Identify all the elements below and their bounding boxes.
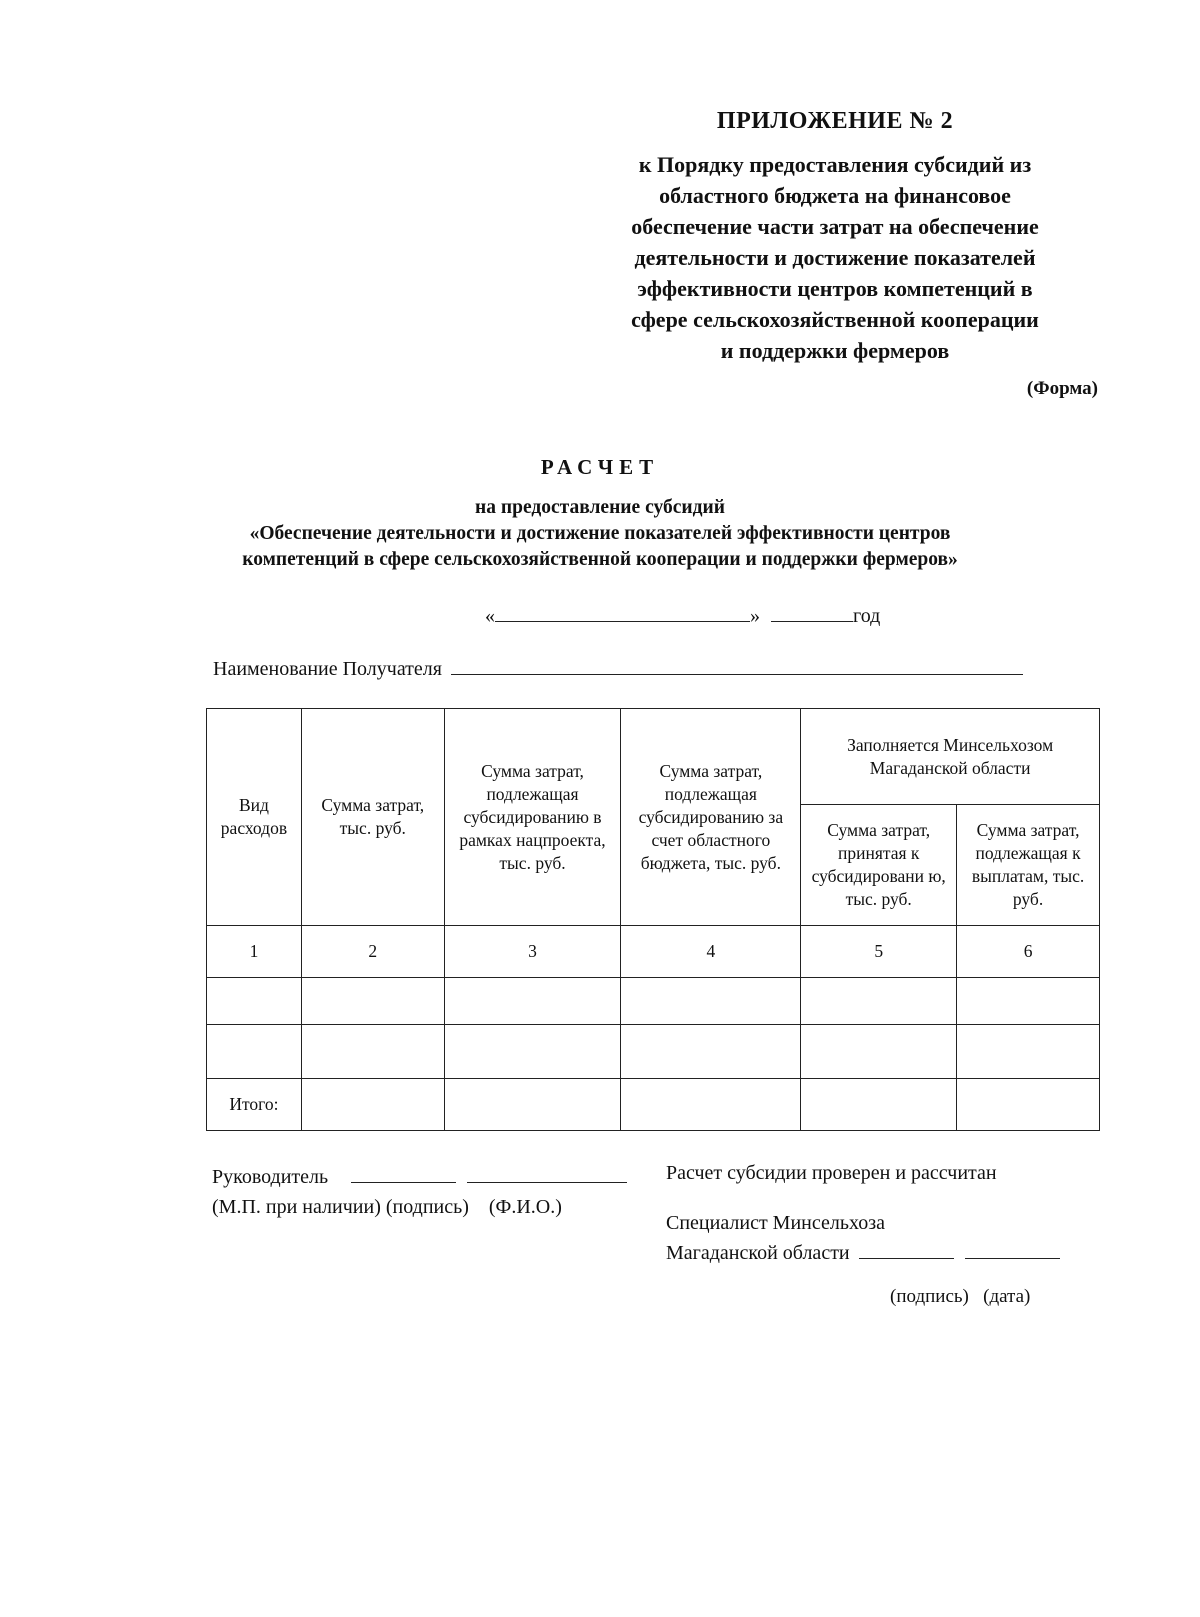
date-year-word: год xyxy=(853,605,881,627)
table-cell[interactable] xyxy=(301,1079,444,1131)
date-close-quote: » xyxy=(750,605,760,627)
recipient-label: Наименование Получателя xyxy=(213,658,442,680)
table-total-row xyxy=(207,1079,1100,1131)
calc-subtitle xyxy=(150,495,1050,573)
column-number: 2 xyxy=(301,926,444,978)
specialist-date-blank[interactable] xyxy=(965,1242,1060,1259)
table-cell[interactable] xyxy=(301,978,444,1025)
calc-title: РАСЧЕТ xyxy=(540,455,660,479)
header-expense-type: Вид расходов xyxy=(207,709,302,926)
appendix-line: к Порядку предоставления субсидий из xyxy=(638,152,1032,177)
head-captions: (М.П. при наличии) (подпись) (Ф.И.О.) xyxy=(212,1196,562,1218)
table-cell[interactable] xyxy=(621,1079,801,1131)
head-label: Руководитель xyxy=(212,1166,329,1188)
date-day-month-blank[interactable] xyxy=(495,605,750,622)
appendix-line: обеспечение части затрат на обеспечение xyxy=(631,214,1039,239)
recipient-blank[interactable] xyxy=(451,658,1023,675)
table-cell[interactable] xyxy=(301,1025,444,1079)
form-label: (Форма) xyxy=(1026,378,1098,399)
total-label: Итого: xyxy=(207,1079,302,1131)
calc-subtitle-line: компетенций в сфере сельскохозяйственной кооперации и поддержки фермеров» xyxy=(242,549,958,570)
recipient-line xyxy=(213,658,1023,681)
date-year-blank[interactable] xyxy=(771,605,853,622)
specialist-label: Специалист Минсельхоза xyxy=(666,1212,885,1234)
specialist-signature-block xyxy=(666,1208,1060,1268)
checked-statement: Расчет субсидии проверен и рассчитан xyxy=(666,1162,997,1184)
table-cell[interactable] xyxy=(957,1079,1100,1131)
specialist-captions: (подпись) (дата) xyxy=(890,1286,1031,1307)
appendix-header xyxy=(560,108,1110,366)
appendix-text xyxy=(560,149,1110,366)
header-national-project: Сумма затрат, подлежащая субсидированию в рамках нацпроекта, тыс. руб. xyxy=(444,709,621,926)
column-number: 6 xyxy=(957,926,1100,978)
column-number: 4 xyxy=(621,926,801,978)
table-number-row xyxy=(207,926,1100,978)
head-signature-blank[interactable] xyxy=(351,1166,456,1183)
date-line xyxy=(485,605,880,628)
specialist-signature-blank[interactable] xyxy=(859,1242,954,1259)
appendix-line: сфере сельскохозяйственной кооперации xyxy=(631,307,1039,332)
table-cell[interactable] xyxy=(207,1025,302,1079)
calculation-table xyxy=(206,708,1100,1131)
head-name-blank[interactable] xyxy=(467,1166,627,1183)
table-cell[interactable] xyxy=(444,1079,621,1131)
header-total-costs: Сумма затрат, тыс. руб. xyxy=(301,709,444,926)
header-ministry-group: Заполняется Минсельхозом Магаданской области xyxy=(801,709,1100,805)
appendix-line: деятельности и достижение показателей xyxy=(634,245,1036,270)
table-header-row xyxy=(207,709,1100,805)
appendix-line: эффективности центров компетенций в xyxy=(637,276,1033,301)
header-regional-budget: Сумма затрат, подлежащая субсидированию за счет областного бюджета, тыс. руб. xyxy=(621,709,801,926)
table-cell[interactable] xyxy=(957,978,1100,1025)
head-signature-block xyxy=(212,1162,627,1222)
appendix-line: и поддержки фермеров xyxy=(720,338,950,363)
table-cell[interactable] xyxy=(444,1025,621,1079)
appendix-line: областного бюджета на финансовое xyxy=(659,183,1011,208)
table-cell[interactable] xyxy=(621,978,801,1025)
table-row xyxy=(207,978,1100,1025)
calc-subtitle-line: на предоставление субсидий xyxy=(475,497,725,518)
column-number: 3 xyxy=(444,926,621,978)
column-number: 5 xyxy=(801,926,957,978)
table-cell[interactable] xyxy=(444,978,621,1025)
table-row xyxy=(207,1025,1100,1079)
header-payable-costs: Сумма затрат, подлежащая к выплатам, тыс. руб. xyxy=(957,805,1100,926)
appendix-title: ПРИЛОЖЕНИЕ № 2 xyxy=(716,108,954,134)
table-cell[interactable] xyxy=(801,978,957,1025)
calc-subtitle-line: «Обеспечение деятельности и достижение показателей эффективности центров xyxy=(249,523,951,544)
column-number: 1 xyxy=(207,926,302,978)
table-cell[interactable] xyxy=(957,1025,1100,1079)
specialist-region: Магаданской области xyxy=(666,1242,850,1264)
table-cell[interactable] xyxy=(801,1079,957,1131)
table-cell[interactable] xyxy=(801,1025,957,1079)
table-cell[interactable] xyxy=(621,1025,801,1079)
date-open-quote: « xyxy=(485,605,495,627)
header-accepted-costs: Сумма затрат, принятая к субсидировани ю, тыс. руб. xyxy=(801,805,957,926)
table-cell[interactable] xyxy=(207,978,302,1025)
